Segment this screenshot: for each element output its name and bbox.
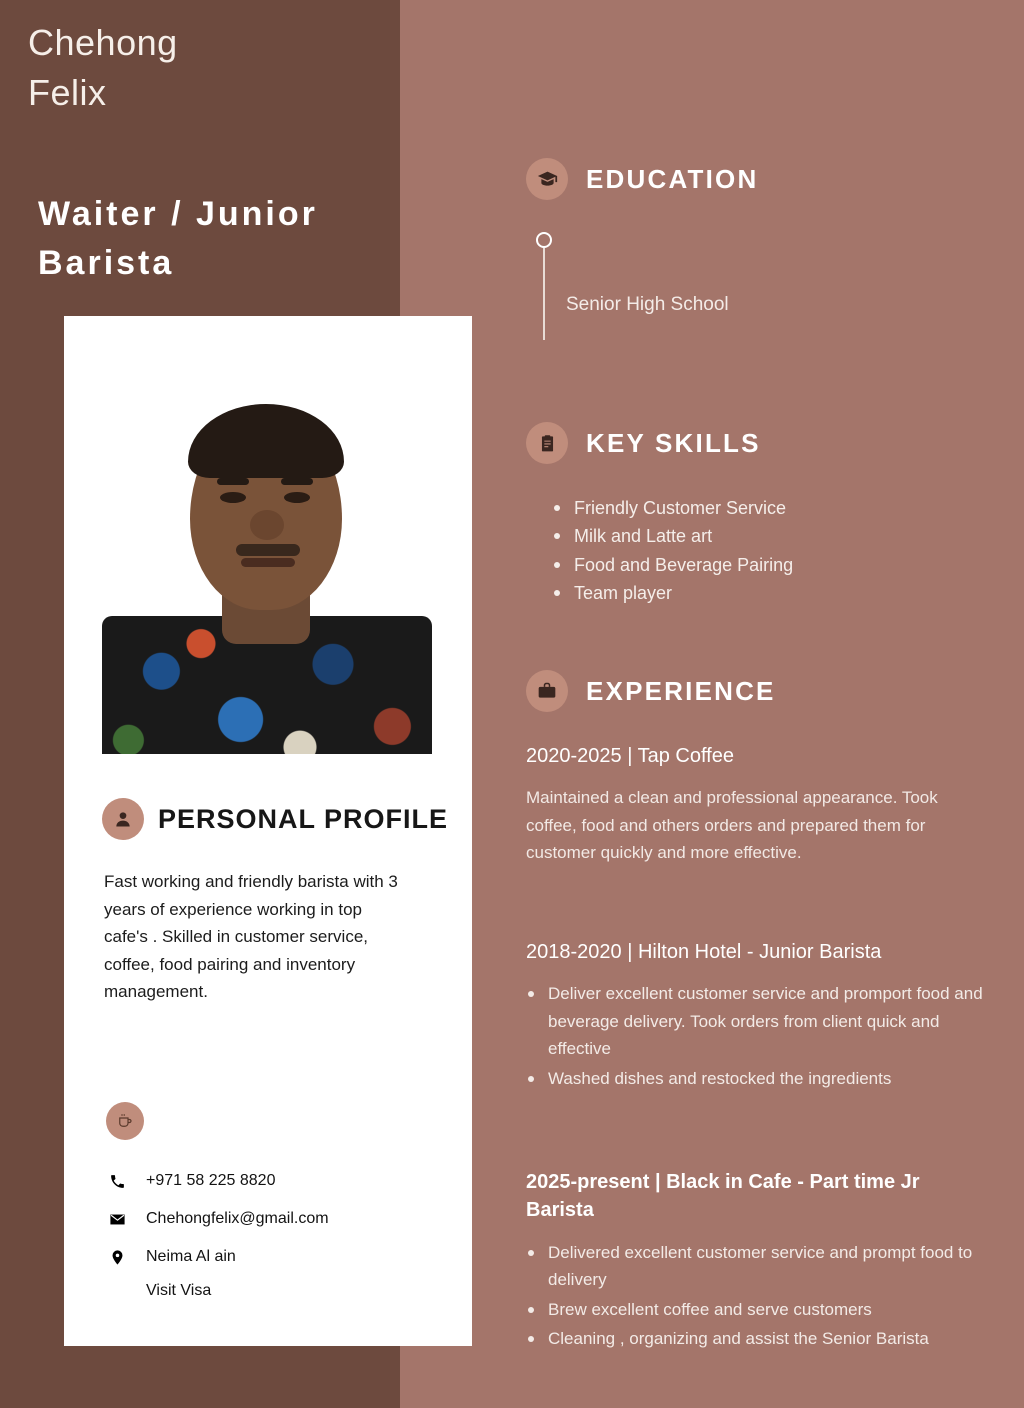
mail-icon [106, 1211, 128, 1228]
experience-header [526, 670, 776, 712]
experience-entry [526, 742, 986, 867]
personal-profile-heading: PERSONAL PROFILE [158, 803, 449, 834]
contact-visa-status: Visit Visa [146, 1282, 212, 1299]
list-item: Food and Beverage Pairing [552, 551, 992, 579]
candidate-last-name: Felix [28, 71, 107, 113]
experience-entry-description: Maintained a clean and professional appearance. Took coffee, food and others orders and prepared them for customer quickly and more effective. [526, 788, 938, 863]
contact-phone-value: +971 58 225 8820 [146, 1172, 276, 1189]
list-item: Delivered excellent customer service and prompt food to delivery [526, 1239, 986, 1294]
contact-email-value: Chehongfelix@gmail.com [146, 1210, 329, 1227]
graduation-cap-icon [526, 158, 568, 200]
contact-phone[interactable] [106, 1162, 446, 1200]
briefcase-icon [526, 670, 568, 712]
education-heading: EDUCATION [586, 163, 759, 194]
portrait-nose [250, 510, 284, 540]
key-skills-heading: KEY SKILLS [586, 427, 761, 458]
personal-profile-text: Fast working and friendly barista with 3 years of experience working in top cafe's . Skilled in customer service, coffee, food pairing and inventory management. [104, 872, 398, 1002]
experience-entry-bullets [526, 980, 986, 1092]
list-item: Milk and Latte art [552, 522, 992, 550]
candidate-first-name: Chehong [28, 22, 178, 63]
clipboard-icon [526, 422, 568, 464]
experience-entry [526, 1168, 986, 1355]
candidate-name [28, 18, 178, 117]
portrait-eye-right [284, 492, 310, 503]
education-entry-label: Senior High School [566, 294, 729, 315]
personal-profile-header [102, 798, 448, 840]
location-pin-icon [106, 1249, 128, 1266]
portrait-eye-left [220, 492, 246, 503]
list-item: Deliver excellent customer service and promport food and beverage delivery. Took orders from client quick and effective [526, 980, 986, 1063]
right-panel [400, 0, 1024, 1408]
portrait-moustache [236, 544, 300, 556]
education-header [526, 158, 758, 200]
key-skills-list [552, 494, 992, 608]
contact-email[interactable] [106, 1200, 446, 1238]
experience-entry-title: 2020-2025 | Tap Coffee [526, 745, 734, 767]
contact-location[interactable] [106, 1238, 446, 1276]
experience-entry-title: 2018-2020 | Hilton Hotel - Junior Barista [526, 941, 882, 963]
list-item: Team player [552, 579, 992, 607]
portrait-mouth [241, 558, 295, 567]
experience-entry-title: 2025-present | Black in Cafe - Part time Jr Barista [526, 1171, 920, 1222]
phone-icon [106, 1173, 128, 1190]
list-item: Brew excellent coffee and serve customers [526, 1296, 986, 1324]
portrait-hair [188, 404, 344, 478]
coffee-cup-icon [106, 1102, 144, 1140]
experience-heading: EXPERIENCE [586, 675, 776, 706]
job-title: Waiter / Junior Barista [38, 195, 318, 283]
experience-entry-bullets [526, 1239, 986, 1353]
contact-list [106, 1162, 446, 1300]
list-item: Washed dishes and restocked the ingredients [526, 1065, 986, 1093]
contact-location-value: Neima Al ain [146, 1248, 236, 1265]
portrait-photo [102, 342, 432, 754]
list-item: Cleaning , organizing and assist the Senior Barista [526, 1325, 986, 1353]
person-icon [102, 798, 144, 840]
experience-entry [526, 938, 986, 1095]
portrait-brow-right [281, 478, 313, 485]
timeline-line [543, 248, 545, 340]
list-item: Friendly Customer Service [552, 494, 992, 522]
portrait-illustration [102, 342, 432, 754]
key-skills-header [526, 422, 761, 464]
portrait-brow-left [217, 478, 249, 485]
timeline-dot-icon [536, 232, 552, 248]
